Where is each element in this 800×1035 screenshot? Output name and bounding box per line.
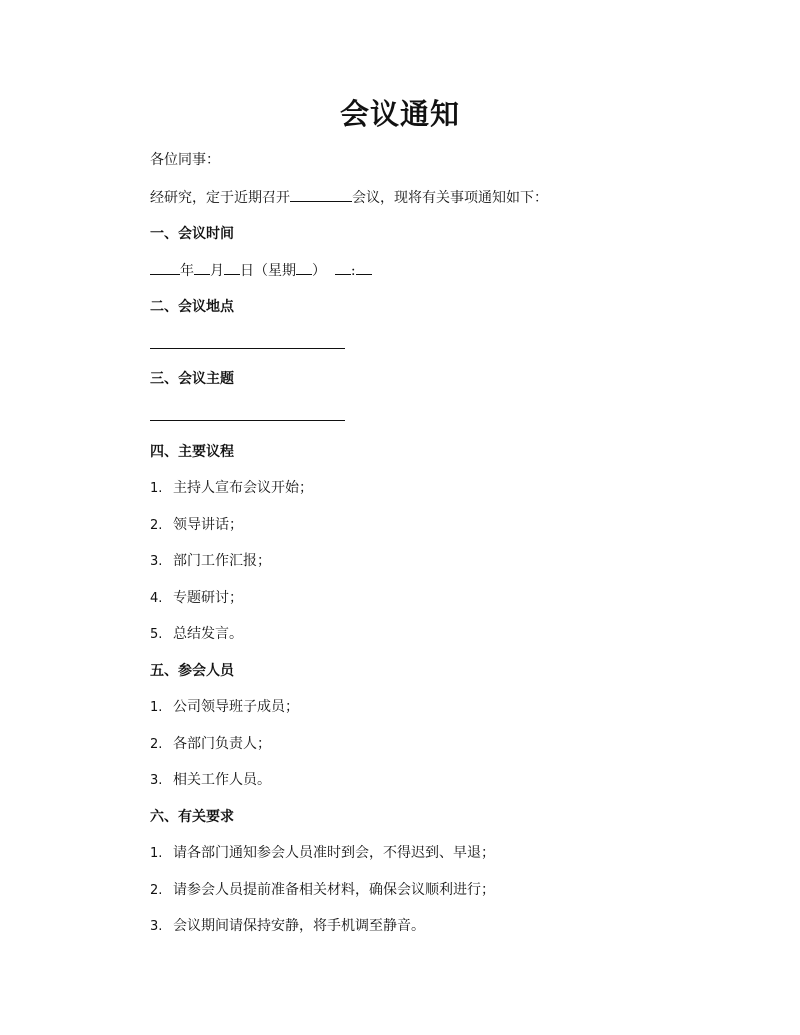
list-item <box>150 588 243 609</box>
list-number: 3. <box>150 773 163 788</box>
list-item <box>150 770 271 791</box>
list-text: 相关工作人员。 <box>173 772 271 788</box>
section-heading-time: 一、会议时间 <box>150 226 234 242</box>
list-text: 专题研讨； <box>173 590 243 606</box>
close-paren: ） <box>312 263 326 279</box>
month-label: 月 <box>210 263 224 279</box>
list-text: 请各部门通知参会人员准时到会，不得迟到、早退； <box>173 845 495 861</box>
intro-paragraph <box>150 187 548 208</box>
day-blank <box>224 260 240 275</box>
list-text: 部门工作汇报； <box>173 553 271 569</box>
list-item <box>150 551 271 572</box>
list-text: 主持人宣布会议开始； <box>173 480 313 496</box>
list-number: 1. <box>150 700 163 715</box>
time-fill-line <box>150 260 372 281</box>
intro-text-after: 会议，现将有关事项通知如下： <box>352 190 548 206</box>
day-label: 日（星期 <box>240 263 296 279</box>
section-heading-agenda: 四、主要议程 <box>150 444 234 460</box>
page-title: 会议通知 <box>339 97 460 131</box>
meeting-name-blank <box>290 187 352 202</box>
list-number: 2. <box>150 518 163 533</box>
minute-blank <box>356 260 372 275</box>
list-text: 请参会人员提前准备相关材料，确保会议顺利进行； <box>173 882 495 898</box>
list-item <box>150 478 313 499</box>
list-text: 会议期间请保持安静，将手机调至静音。 <box>173 918 425 934</box>
list-number: 2. <box>150 883 163 898</box>
list-number: 2. <box>150 737 163 752</box>
intro-text-before: 经研究，定于近期召开 <box>150 190 290 206</box>
list-number: 3. <box>150 554 163 569</box>
section-heading-topic: 三、会议主题 <box>150 371 234 387</box>
year-label: 年 <box>180 263 194 279</box>
section-heading-attendees: 五、参会人员 <box>150 663 234 679</box>
list-number: 3. <box>150 919 163 934</box>
list-item <box>150 916 425 937</box>
section-heading-requirements: 六、有关要求 <box>150 809 234 825</box>
place-blank-line <box>150 348 345 349</box>
year-blank <box>150 260 180 275</box>
list-number: 1. <box>150 846 163 861</box>
list-text: 领导讲话； <box>173 517 243 533</box>
month-blank <box>194 260 210 275</box>
section-heading-place: 二、会议地点 <box>150 299 234 315</box>
list-text: 总结发言。 <box>173 626 243 642</box>
list-item <box>150 515 243 536</box>
list-item <box>150 697 299 718</box>
list-text: 各部门负责人； <box>173 736 271 752</box>
list-number: 1. <box>150 481 163 496</box>
list-text: 公司领导班子成员； <box>173 699 299 715</box>
list-item <box>150 880 495 901</box>
topic-blank-line <box>150 420 345 421</box>
hour-blank <box>335 260 351 275</box>
weekday-blank <box>296 260 312 275</box>
list-item <box>150 734 271 755</box>
list-item <box>150 624 243 645</box>
time-colon: : <box>350 263 356 279</box>
list-number: 5. <box>150 627 163 642</box>
list-item <box>150 843 495 864</box>
greeting: 各位同事： <box>150 152 220 168</box>
list-number: 4. <box>150 591 163 606</box>
